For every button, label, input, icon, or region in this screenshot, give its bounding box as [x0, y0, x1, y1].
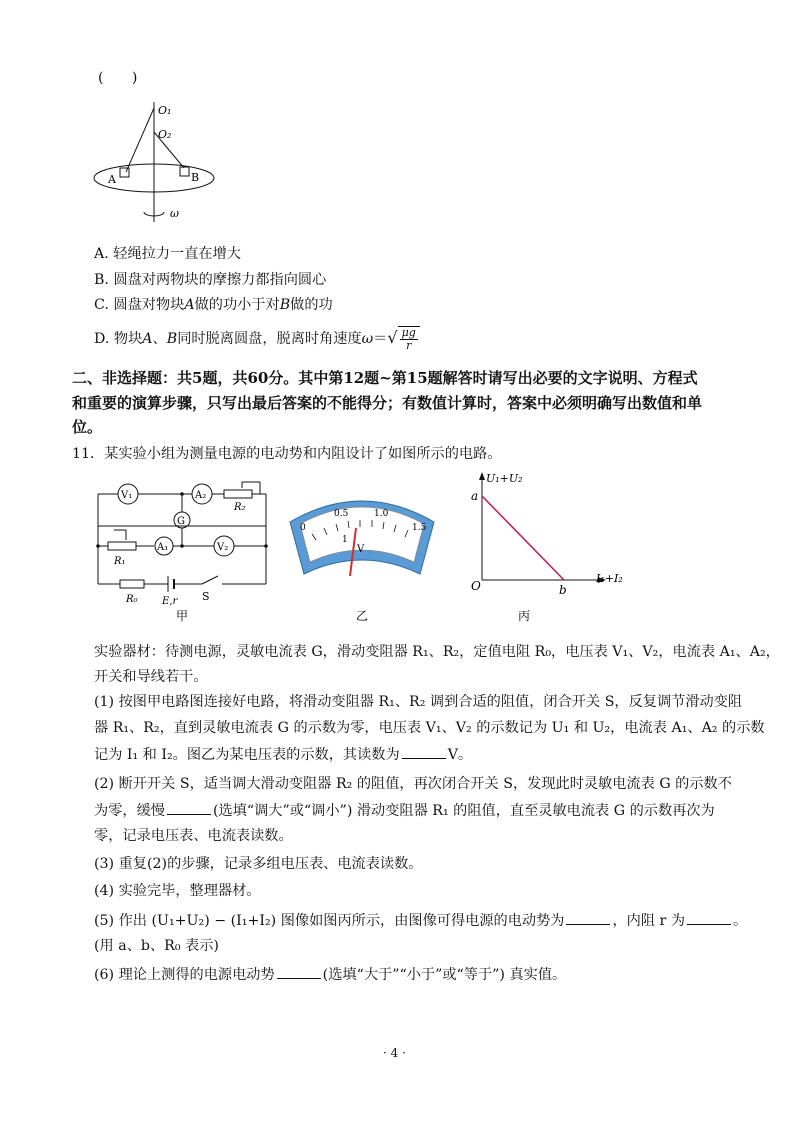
svg-text:乙: 乙: [356, 609, 369, 623]
label-o2: O₂: [158, 128, 172, 141]
blank-reading[interactable]: [402, 744, 446, 759]
svg-text:丙: 丙: [518, 609, 531, 623]
svg-text:R₂: R₂: [234, 502, 246, 513]
part2-line3: 零，记录电压表、电流表读数。: [94, 828, 293, 844]
part6: (6) 理论上测得的电源电动势 (选填“大于”“小于”或“等于”) 真实值。: [94, 964, 566, 985]
svg-text:1.0: 1.0: [374, 509, 389, 519]
blank-adjust[interactable]: [167, 800, 211, 815]
svg-text:S: S: [202, 590, 210, 603]
svg-text:V: V: [357, 544, 365, 555]
svg-text:V₁: V₁: [121, 490, 133, 501]
svg-text:A₁: A₁: [157, 542, 169, 553]
part1-line3: 记为 I₁ 和 I₂。图乙为某电压表的示数，其读数为 V。: [94, 744, 472, 765]
q11-stem: 11．某实验小组为测量电源的电动势和内阻设计了如图所示的电路。: [72, 446, 502, 462]
part2-line1: (2) 断开开关 S，适当调大滑动变阻器 R₂ 的阻值，再次闭合开关 S，发现此时灵敏电流表 G 的示数不: [94, 776, 732, 792]
label-omega: ω: [170, 207, 179, 220]
part1-line1: (1) 按图甲电路图连接好电路，将滑动变阻器 R₁、R₂ 调到合适的阻值，闭合开关 S，反复调节滑动变阻: [94, 694, 743, 710]
svg-text:甲: 甲: [176, 609, 189, 623]
part3: (3) 重复(2)的步骤，记录多组电压表、电流表读数。: [94, 856, 423, 872]
part1-line2: 器 R₁、R₂，直到灵敏电流表 G 的示数为零，电压表 V₁、V₂ 的示数记为 U₁ 和 U₂，电流表 A₁、A₂ 的示数: [94, 720, 765, 736]
svg-text:A₂: A₂: [195, 490, 207, 501]
blank-resistance[interactable]: [687, 910, 731, 925]
svg-text:V₂: V₂: [217, 542, 229, 553]
materials-line1: 实验器材：待测电源，灵敏电流表 G，滑动变阻器 R₁、R₂，定值电阻 R₀，电压表 V₁、V₂，电流表 A₁、A₂，: [94, 644, 780, 660]
svg-text:1: 1: [342, 535, 348, 545]
svg-text:b: b: [559, 583, 567, 597]
svg-text:a: a: [471, 489, 479, 503]
svg-text:O: O: [471, 579, 481, 593]
u-i-line: [482, 496, 564, 580]
section-heading-line3: 位。: [72, 418, 103, 436]
rotating-disk-figure: [92, 92, 227, 227]
part4: (4) 实验完毕，整理器材。: [94, 883, 261, 899]
section-heading-line2: 和重要的演算步骤，只写出最后答案的不能得分；有数值计算时，答案中必须明确写出数值和单: [72, 394, 703, 412]
svg-text:0: 0: [300, 523, 306, 533]
voltmeter-figure-yi: [282, 484, 442, 624]
part5-line1: (5) 作出 (U₁+U₂) − (I₁+I₂) 图像如图丙所示，由图像可得电源的电动势为 ，内阻 r 为 。: [94, 910, 747, 931]
omega-fraction: $\frac{\mu g}{r}$: [401, 326, 416, 352]
materials-line2: 开关和导线若干。: [94, 669, 208, 685]
option-c: C. 圆盘对物块A做的功小于对B做的功: [94, 297, 333, 313]
section-heading-line1: 二、非选择题：共5题，共60分。其中第12题~第15题解答时请写出必要的文字说明、方程式: [72, 369, 698, 387]
part2-line2: 为零，缓慢 (选填“调大”或“调小”) 滑动变阻器 R₁ 的阻值，直至灵敏电流表 G 的示数再次为: [94, 800, 715, 821]
svg-text:R₁: R₁: [114, 556, 126, 567]
graph-figure-bing: [462, 470, 652, 624]
svg-text:U₁+U₂: U₁+U₂: [486, 472, 523, 485]
label-o1: O₁: [158, 104, 172, 117]
part5-line2: (用 a、b、R₀ 表示): [94, 938, 219, 954]
page-number: · 4 ·: [383, 1046, 406, 1060]
svg-text:G: G: [177, 516, 185, 527]
svg-text:E,r: E,r: [162, 596, 178, 607]
blank-compare[interactable]: [277, 964, 321, 979]
blank-emf[interactable]: [566, 910, 610, 925]
svg-text:R₀: R₀: [126, 594, 138, 605]
svg-text:1.5: 1.5: [412, 523, 427, 533]
label-a: A: [108, 173, 116, 186]
answer-bracket: ( ): [98, 70, 138, 86]
option-a: A. 轻绳拉力一直在增大: [94, 246, 241, 262]
option-d: D. 物块A、B同时脱离圆盘，脱离时角速度ω＝√ $\frac{\mu g}{r}$: [94, 326, 420, 352]
svg-text:0.5: 0.5: [334, 509, 349, 519]
circuit-figure-jia: [90, 474, 275, 624]
svg-text:I₁+I₂: I₁+I₂: [596, 572, 623, 585]
label-b: B: [191, 171, 200, 184]
option-b: B. 圆盘对两物块的摩擦力都指向圆心: [94, 272, 327, 288]
